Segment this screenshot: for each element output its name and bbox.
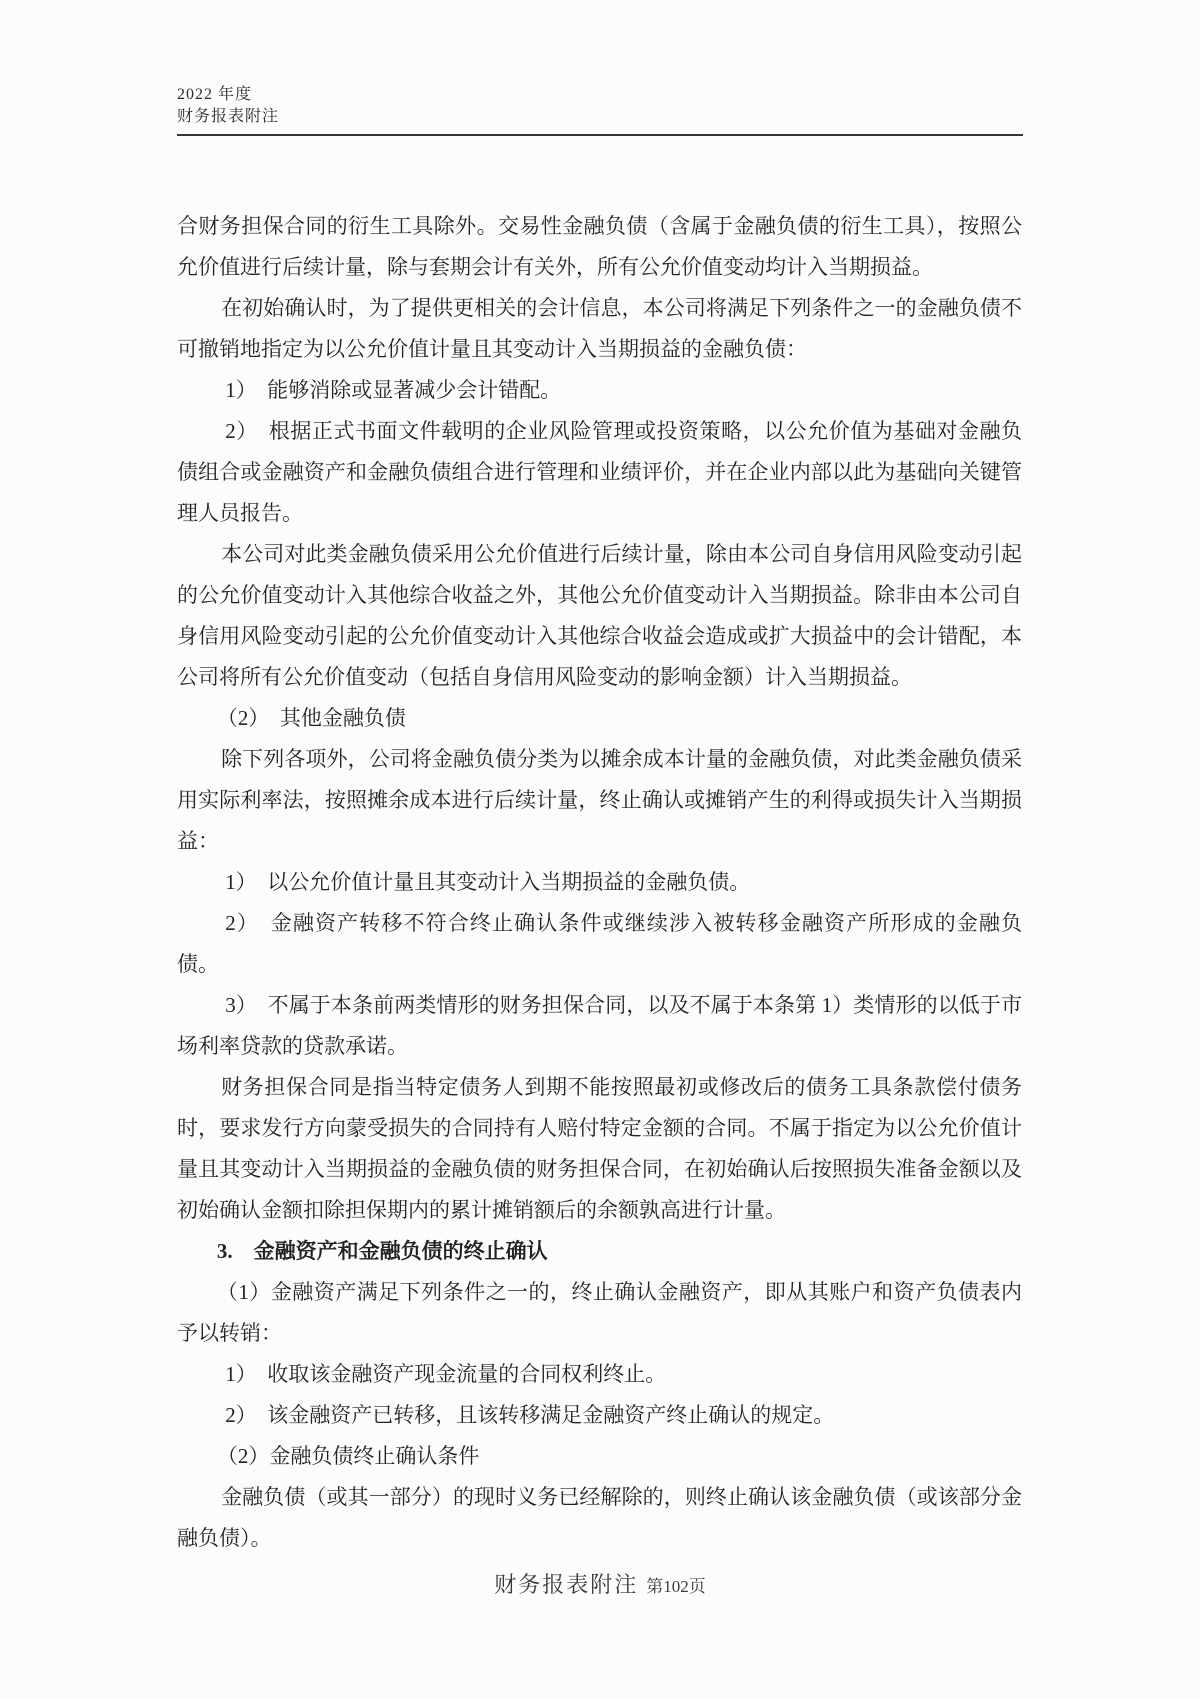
list-item: 2） 该金融资产已转移，且该转移满足金融资产终止确认的规定。 [225,1403,835,1427]
header-divider [177,134,1023,136]
page-header [177,84,279,128]
list-item: 1） 收取该金融资产现金流量的合同权利终止。 [225,1362,667,1386]
sub-heading: （1）金融资产满足下列条件之一的，终止确认金融资产，即从其账户和资产负债表内予以转销： [177,1280,1022,1345]
sub-heading: （2） 其他金融负债 [216,706,406,730]
paragraph: 在初始确认时，为了提供更相关的会计信息，本公司将满足下列条件之一的金融负债不可撤销地指定为以公允价值计量且其变动计入当期损益的金融负债： [177,296,1022,361]
footer-page-number: 第102页 [646,1577,706,1596]
list-item: 1） 能够消除或显著减少会计错配。 [225,378,562,402]
page-footer [0,1568,1200,1599]
list-item: 2） 根据正式书面文件载明的企业风险管理或投资策略，以公允价值为基础对金融负债组合或金融资产和金融负债组合进行管理和业绩评价，并在企业内部以此为基础向关键管理人员报告。 [177,419,1022,525]
section-heading: 3. 金融资产和金融负债的终止确认 [216,1239,548,1263]
paragraph: 本公司对此类金融负债采用公允价值进行后续计量，除由本公司自身信用风险变动引起的公允价值变动计入其他综合收益之外，其他公允价值变动计入当期损益。除非由本公司自身信用风险变动引起的公允价值变动计入其他综合收益会造成或扩大损益中的会计错配，本公司将所有公允价值变动（包括自身信用风险变动的影响金额）计入当期损益。 [177,542,1022,689]
paragraph-continuation: 合财务担保合同的衍生工具除外。交易性金融负债（含属于金融负债的衍生工具），按照公允价值进行后续计量，除与套期会计有关外，所有公允价值变动均计入当期损益。 [177,214,1022,279]
list-item: 1） 以公允价值计量且其变动计入当期损益的金融负债。 [225,870,751,894]
paragraph: 金融负债（或其一部分）的现时义务已经解除的，则终止确认该金融负债（或该部分金融负债）。 [177,1485,1022,1550]
paragraph: 财务担保合同是指当特定债务人到期不能按照最初或修改后的债务工具条款偿付债务时，要求发行方向蒙受损失的合同持有人赔付特定金额的合同。不属于指定为以公允价值计量且其变动计入当期损益的金融负债的财务担保合同，在初始确认后按照损失准备金额以及初始确认金额扣除担保期内的累计摊销额后的余额孰高进行计量。 [177,1075,1022,1222]
document-body [177,206,1022,1559]
footer-title: 财务报表附注 [494,1572,639,1597]
list-item: 2） 金融资产转移不符合终止确认条件或继续涉入被转移金融资产所形成的金融负债。 [177,911,1022,976]
header-year: 2022 年度 [177,86,253,103]
paragraph: 除下列各项外，公司将金融负债分类为以摊余成本计量的金融负债，对此类金融负债采用实际利率法，按照摊余成本进行后续计量，终止确认或摊销产生的利得或损失计入当期损益： [177,747,1022,853]
list-item: 3） 不属于本条前两类情形的财务担保合同，以及不属于本条第 1）类情形的以低于市场利率贷款的贷款承诺。 [177,993,1022,1058]
sub-heading: （2）金融负债终止确认条件 [216,1444,480,1468]
header-doc-title: 财务报表附注 [177,108,280,125]
